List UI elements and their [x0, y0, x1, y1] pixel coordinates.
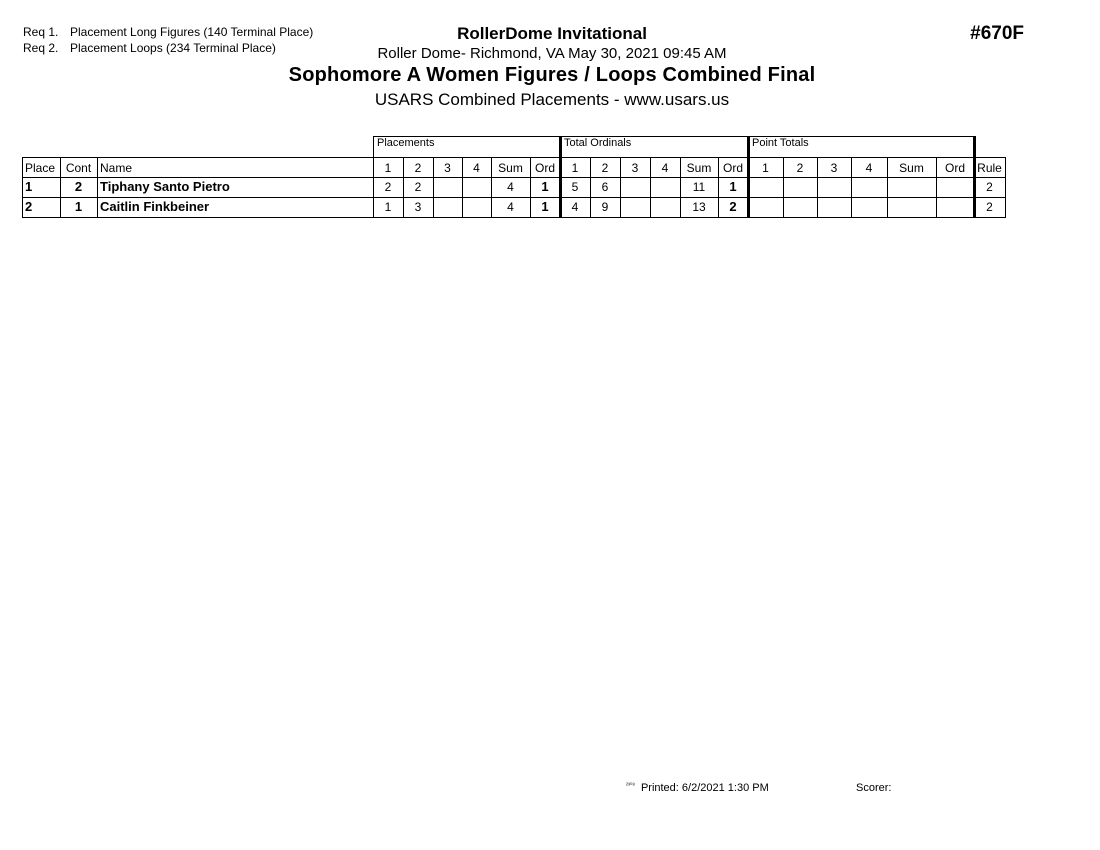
table-cell: 1 [541, 179, 549, 194]
table-cell [462, 198, 491, 217]
grid-vline [97, 157, 98, 218]
table-cell: 4 [507, 180, 514, 194]
grid-vline [851, 157, 852, 218]
venue-date: Roller Dome- Richmond, VA May 30, 2021 09:45 AM [377, 45, 727, 62]
grid-hline [22, 197, 1006, 198]
grid-vline [559, 136, 562, 218]
table-cell [620, 178, 650, 197]
column-header: 2 [601, 161, 609, 175]
table-cell: 2 [384, 180, 392, 194]
column-header: 3 [631, 161, 639, 175]
table-cell [817, 178, 851, 197]
grid-vline [650, 157, 651, 218]
group-placements: Placements [377, 137, 435, 149]
grid-vline [590, 157, 591, 218]
column-header: 3 [830, 161, 838, 175]
competition-title: RollerDome Invitational [457, 24, 647, 43]
table-cell [851, 198, 887, 217]
grid-vline [22, 157, 23, 218]
column-header: 2 [796, 161, 804, 175]
report-subtitle: USARS Combined Placements - www.usars.us [374, 90, 730, 109]
table-cell: 2 [414, 180, 422, 194]
grid-vline [403, 157, 404, 218]
table-cell: 3 [414, 200, 422, 214]
column-header: Ord [944, 161, 965, 175]
column-header: Cont [65, 161, 92, 175]
column-header: Name [100, 161, 133, 175]
table-cell: 1 [541, 199, 549, 214]
grid-vline [936, 157, 937, 218]
grid-vline [462, 157, 463, 218]
column-header: 1 [762, 161, 769, 175]
table-cell: 2 [25, 199, 33, 214]
grid-vline [530, 157, 531, 218]
grid-vline [718, 157, 719, 218]
column-header: 4 [661, 161, 669, 175]
column-header: Ord [534, 161, 555, 175]
requirement-text: Placement Loops (234 Terminal Place) [70, 41, 276, 55]
grid-vline [680, 157, 681, 218]
scorer-label: Scorer: [856, 782, 892, 794]
column-header: 4 [865, 161, 873, 175]
printed-stamp [626, 782, 769, 794]
table-cell: 1 [25, 179, 33, 194]
column-header: 2 [414, 161, 422, 175]
table-cell [433, 198, 462, 217]
grid-vline [973, 136, 976, 218]
grid-vline [783, 157, 784, 218]
table-cell [936, 178, 974, 197]
column-header: Ord [722, 161, 743, 175]
table-cell [620, 198, 650, 217]
table-cell [433, 178, 462, 197]
table-cell [650, 178, 680, 197]
table-cell: 2 [74, 179, 83, 194]
column-header: Sum [686, 161, 712, 175]
grid-vline [433, 157, 434, 218]
grid-vline [817, 157, 818, 218]
group-total-ordinals: Total Ordinals [564, 137, 632, 149]
table-cell: 1 [729, 179, 737, 194]
table-cell: 5 [571, 180, 579, 194]
table-cell: 13 [692, 200, 706, 214]
table-cell [851, 178, 887, 197]
event-title: Sophomore A Women Figures / Loops Combined Final [288, 64, 816, 86]
grid-hline [22, 177, 1006, 178]
competitor-name: Caitlin Finkbeiner [100, 199, 210, 214]
grid-vline [747, 136, 750, 218]
table-cell: 4 [507, 200, 514, 214]
table-cell [650, 198, 680, 217]
table-cell [783, 198, 817, 217]
column-header: Place [25, 161, 56, 175]
table-cell: 2 [729, 199, 737, 214]
requirement-label: Req 2. [23, 41, 59, 55]
grid-vline [60, 157, 61, 218]
table-cell: 11 [692, 180, 706, 194]
requirement-label: Req 1. [23, 25, 59, 39]
table-cell [817, 198, 851, 217]
column-header: Sum [498, 161, 523, 175]
grid-hline [373, 136, 974, 137]
competitor-name: Tiphany Santo Pietro [100, 179, 230, 194]
printed-text: Printed: 6/2/2021 1:30 PM [640, 782, 769, 794]
requirement-text: Placement Long Figures (140 Terminal Place) [70, 25, 314, 39]
table-cell [936, 198, 974, 217]
column-header: 1 [384, 161, 392, 175]
table-cell: 6 [601, 180, 609, 194]
column-header: 1 [571, 161, 579, 175]
grid-vline [1005, 157, 1006, 218]
grid-hline [22, 157, 1006, 158]
grid-vline [373, 136, 374, 218]
table-cell [748, 198, 783, 217]
table-cell [748, 178, 783, 197]
column-header: 3 [444, 161, 451, 175]
column-header: Rule [977, 161, 1002, 175]
grid-vline [887, 157, 888, 218]
grid-vline [620, 157, 621, 218]
table-cell [462, 178, 491, 197]
table-cell: 2 [986, 180, 993, 194]
table-cell [783, 178, 817, 197]
grid-vline [491, 157, 492, 218]
column-header: Sum [899, 161, 924, 175]
table-cell [887, 198, 936, 217]
table-cell: 1 [74, 199, 83, 214]
print-mark: ²³⁰⁸ [626, 783, 635, 789]
table-cell: 4 [571, 200, 579, 214]
table-cell: 9 [601, 200, 609, 214]
table-cell: 2 [986, 200, 993, 214]
grid-hline [22, 217, 1006, 218]
table-cell [887, 178, 936, 197]
column-header: 4 [473, 161, 480, 175]
group-point-totals: Point Totals [752, 137, 809, 149]
event-number: #670F [970, 23, 1024, 44]
table-cell: 1 [384, 200, 392, 214]
